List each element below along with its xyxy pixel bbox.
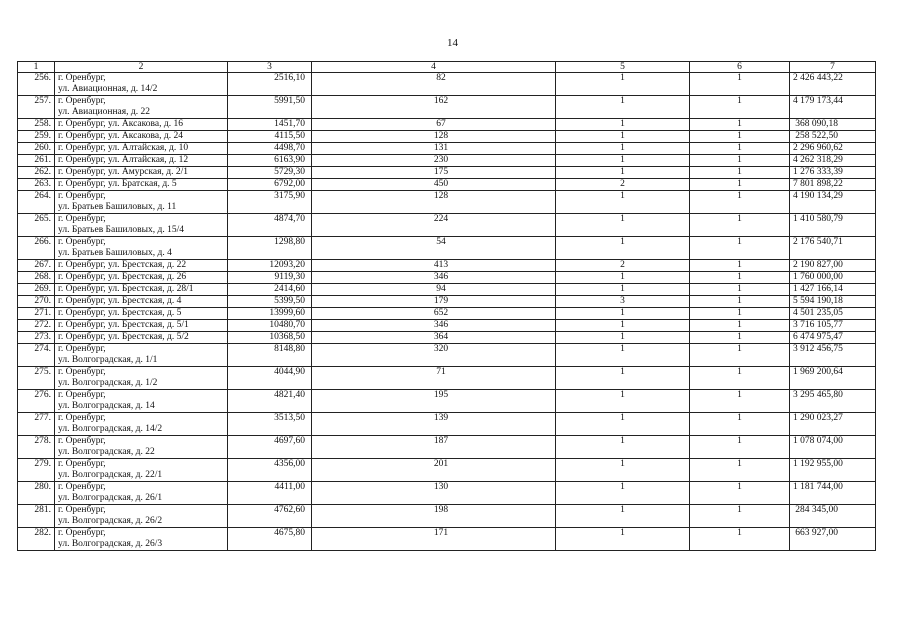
table-row	[18, 296, 876, 308]
row-number: 259.	[18, 131, 55, 143]
address-street: ул. Братьев Башиловых, д. 4	[58, 248, 172, 258]
column-header: 2	[55, 62, 228, 73]
column-header: 1	[18, 62, 55, 73]
address-street: ул. Волгоградская, д. 22	[58, 447, 155, 457]
area-value: 4675,80	[228, 528, 312, 551]
address-cell	[55, 131, 228, 143]
address-street: ул. Волгоградская, д. 22/1	[58, 470, 163, 480]
residents-count: 224	[312, 214, 556, 237]
column-6-value: 1	[690, 344, 790, 367]
address-cell	[55, 482, 228, 505]
column-5-value: 1	[556, 143, 690, 155]
cost-value: 2 296 960,62	[790, 143, 876, 155]
cost-value: 4 190 134,29	[790, 191, 876, 214]
cost-value: 2 426 443,22	[790, 73, 876, 96]
area-value: 5991,50	[228, 96, 312, 119]
column-5-value: 1	[556, 505, 690, 528]
area-value: 10480,70	[228, 320, 312, 332]
row-number: 280.	[18, 482, 55, 505]
column-6-value: 1	[690, 73, 790, 96]
address-city: г. Оренбург,	[58, 413, 106, 423]
cost-value: 284 345,00	[790, 505, 876, 528]
column-header: 7	[790, 62, 876, 73]
cost-value: 3 912 456,75	[790, 344, 876, 367]
address-city: г. Оренбург,	[58, 459, 106, 469]
table-row	[18, 320, 876, 332]
address-city: г. Оренбург,	[58, 237, 106, 247]
column-5-value: 1	[556, 390, 690, 413]
column-5-value: 1	[556, 214, 690, 237]
area-value: 5729,30	[228, 167, 312, 179]
cost-value: 6 474 975,47	[790, 332, 876, 344]
row-number: 281.	[18, 505, 55, 528]
cost-value: 7 801 898,22	[790, 179, 876, 191]
cost-value: 258 522,50	[790, 131, 876, 143]
address-street: ул. Волгоградская, д. 1/2	[58, 378, 158, 388]
column-header: 4	[312, 62, 556, 73]
area-value: 4498,70	[228, 143, 312, 155]
residents-count: 139	[312, 413, 556, 436]
address-city: г. Оренбург, ул. Брестская, д. 5/1	[58, 320, 189, 330]
address-cell	[55, 505, 228, 528]
address-city: г. Оренбург, ул. Алтайская, д. 10	[58, 143, 189, 153]
cost-value: 368 090,18	[790, 119, 876, 131]
address-street: ул. Волгоградская, д. 26/1	[58, 493, 163, 503]
column-5-value: 1	[556, 413, 690, 436]
cost-value: 1 760 000,00	[790, 272, 876, 284]
residents-count: 187	[312, 436, 556, 459]
column-5-value: 1	[556, 284, 690, 296]
address-city: г. Оренбург, ул. Брестская, д. 5/2	[58, 332, 189, 342]
address-street: ул. Волгоградская, д. 14/2	[58, 424, 163, 434]
table-row	[18, 332, 876, 344]
residents-count: 346	[312, 320, 556, 332]
residents-count: 230	[312, 155, 556, 167]
row-number: 270.	[18, 296, 55, 308]
row-number: 265.	[18, 214, 55, 237]
address-city: г. Оренбург, ул. Амурская, д. 2/1	[58, 167, 188, 177]
column-5-value: 1	[556, 344, 690, 367]
address-city: г. Оренбург, ул. Брестская, д. 22	[58, 260, 187, 270]
column-6-value: 1	[690, 272, 790, 284]
column-6-value: 1	[690, 214, 790, 237]
address-street: ул. Братьев Башиловых, д. 15/4	[58, 225, 184, 235]
cost-value: 5 594 190,18	[790, 296, 876, 308]
table-row	[18, 308, 876, 320]
column-5-value: 1	[556, 119, 690, 131]
table-row	[18, 167, 876, 179]
column-5-value: 3	[556, 296, 690, 308]
address-city: г. Оренбург,	[58, 390, 106, 400]
column-5-value: 1	[556, 332, 690, 344]
row-number: 266.	[18, 237, 55, 260]
address-city: г. Оренбург,	[58, 191, 106, 201]
cost-value: 1 078 074,00	[790, 436, 876, 459]
area-value: 8148,80	[228, 344, 312, 367]
address-cell	[55, 237, 228, 260]
residents-count: 652	[312, 308, 556, 320]
cost-value: 3 295 465,80	[790, 390, 876, 413]
table-row	[18, 119, 876, 131]
row-number: 260.	[18, 143, 55, 155]
residents-count: 171	[312, 528, 556, 551]
residents-count: 54	[312, 237, 556, 260]
cost-value: 1 410 580,79	[790, 214, 876, 237]
table-row	[18, 413, 876, 436]
column-6-value: 1	[690, 167, 790, 179]
column-6-value: 1	[690, 367, 790, 390]
address-city: г. Оренбург, ул. Алтайская, д. 12	[58, 155, 189, 165]
column-5-value: 1	[556, 436, 690, 459]
column-header: 3	[228, 62, 312, 73]
row-number: 279.	[18, 459, 55, 482]
table-row	[18, 272, 876, 284]
address-cell	[55, 214, 228, 237]
area-value: 2516,10	[228, 73, 312, 96]
row-number: 282.	[18, 528, 55, 551]
area-value: 4115,50	[228, 131, 312, 143]
address-cell	[55, 390, 228, 413]
address-cell	[55, 296, 228, 308]
residents-count: 82	[312, 73, 556, 96]
residents-count: 320	[312, 344, 556, 367]
area-value: 13999,60	[228, 308, 312, 320]
column-6-value: 1	[690, 320, 790, 332]
column-5-value: 1	[556, 320, 690, 332]
row-number: 278.	[18, 436, 55, 459]
address-city: г. Оренбург, ул. Аксакова, д. 24	[58, 131, 183, 141]
column-5-value: 2	[556, 179, 690, 191]
address-cell	[55, 167, 228, 179]
column-6-value: 1	[690, 284, 790, 296]
column-5-value: 1	[556, 482, 690, 505]
table-row	[18, 237, 876, 260]
table-row	[18, 482, 876, 505]
column-6-value: 1	[690, 296, 790, 308]
table-row	[18, 179, 876, 191]
column-6-value: 1	[690, 119, 790, 131]
residents-count: 413	[312, 260, 556, 272]
column-5-value: 1	[556, 167, 690, 179]
cost-value: 1 427 166,14	[790, 284, 876, 296]
column-6-value: 1	[690, 390, 790, 413]
area-value: 4821,40	[228, 390, 312, 413]
column-5-value: 1	[556, 155, 690, 167]
residents-count: 175	[312, 167, 556, 179]
column-6-value: 1	[690, 260, 790, 272]
cost-value: 1 192 955,00	[790, 459, 876, 482]
table-body	[18, 73, 876, 551]
header-row	[18, 62, 876, 73]
table-row	[18, 528, 876, 551]
cost-value: 4 262 318,29	[790, 155, 876, 167]
cost-value: 2 176 540,71	[790, 237, 876, 260]
column-5-value: 2	[556, 260, 690, 272]
column-5-value: 1	[556, 272, 690, 284]
area-value: 3175,90	[228, 191, 312, 214]
cost-value: 3 716 105,77	[790, 320, 876, 332]
row-number: 273.	[18, 332, 55, 344]
residents-count: 94	[312, 284, 556, 296]
address-city: г. Оренбург,	[58, 214, 106, 224]
area-value: 5399,50	[228, 296, 312, 308]
row-number: 258.	[18, 119, 55, 131]
address-city: г. Оренбург,	[58, 96, 106, 106]
residents-count: 71	[312, 367, 556, 390]
cost-value: 4 179 173,44	[790, 96, 876, 119]
residents-count: 195	[312, 390, 556, 413]
area-value: 2414,60	[228, 284, 312, 296]
address-city: г. Оренбург, ул. Брестская, д. 28/1	[58, 284, 194, 294]
address-cell	[55, 459, 228, 482]
address-street: ул. Братьев Башиловых, д. 11	[58, 202, 177, 212]
row-number: 277.	[18, 413, 55, 436]
column-5-value: 1	[556, 96, 690, 119]
area-value: 4044,90	[228, 367, 312, 390]
area-value: 4411,00	[228, 482, 312, 505]
area-value: 6163,90	[228, 155, 312, 167]
address-street: ул. Авиационная, д. 22	[58, 107, 150, 117]
address-city: г. Оренбург, ул. Брестская, д. 26	[58, 272, 187, 282]
residents-count: 179	[312, 296, 556, 308]
address-cell	[55, 179, 228, 191]
area-value: 12093,20	[228, 260, 312, 272]
column-6-value: 1	[690, 332, 790, 344]
residents-count: 450	[312, 179, 556, 191]
address-city: г. Оренбург,	[58, 344, 106, 354]
row-number: 263.	[18, 179, 55, 191]
residents-count: 131	[312, 143, 556, 155]
address-city: г. Оренбург,	[58, 367, 106, 377]
row-number: 274.	[18, 344, 55, 367]
table-row	[18, 191, 876, 214]
address-city: г. Оренбург,	[58, 505, 106, 515]
column-6-value: 1	[690, 131, 790, 143]
column-5-value: 1	[556, 237, 690, 260]
address-cell	[55, 155, 228, 167]
table-row	[18, 214, 876, 237]
column-5-value: 1	[556, 308, 690, 320]
table-row	[18, 344, 876, 367]
area-value: 4874,70	[228, 214, 312, 237]
column-6-value: 1	[690, 155, 790, 167]
address-cell	[55, 284, 228, 296]
area-value: 6792,00	[228, 179, 312, 191]
address-city: г. Оренбург, ул. Аксакова, д. 16	[58, 119, 183, 129]
row-number: 276.	[18, 390, 55, 413]
column-6-value: 1	[690, 179, 790, 191]
cost-value: 663 927,00	[790, 528, 876, 551]
residents-count: 346	[312, 272, 556, 284]
cost-value: 1 181 744,00	[790, 482, 876, 505]
address-cell	[55, 344, 228, 367]
address-cell	[55, 413, 228, 436]
table-row	[18, 73, 876, 96]
row-number: 267.	[18, 260, 55, 272]
address-cell	[55, 260, 228, 272]
table-row	[18, 459, 876, 482]
address-cell	[55, 272, 228, 284]
column-6-value: 1	[690, 528, 790, 551]
row-number: 275.	[18, 367, 55, 390]
address-cell	[55, 96, 228, 119]
table-row	[18, 436, 876, 459]
column-6-value: 1	[690, 237, 790, 260]
area-value: 1298,80	[228, 237, 312, 260]
column-header: 5	[556, 62, 690, 73]
row-number: 262.	[18, 167, 55, 179]
cost-value: 1 290 023,27	[790, 413, 876, 436]
residents-count: 130	[312, 482, 556, 505]
cost-value: 1 969 200,64	[790, 367, 876, 390]
table-row	[18, 390, 876, 413]
table-row	[18, 143, 876, 155]
column-6-value: 1	[690, 482, 790, 505]
table-row	[18, 131, 876, 143]
column-5-value: 1	[556, 73, 690, 96]
address-city: г. Оренбург,	[58, 436, 106, 446]
residents-count: 162	[312, 96, 556, 119]
area-value: 3513,50	[228, 413, 312, 436]
column-6-value: 1	[690, 191, 790, 214]
residents-count: 128	[312, 191, 556, 214]
table-row	[18, 155, 876, 167]
column-5-value: 1	[556, 459, 690, 482]
column-5-value: 1	[556, 131, 690, 143]
row-number: 268.	[18, 272, 55, 284]
address-street: ул. Волгоградская, д. 14	[58, 401, 155, 411]
page-number: 14	[447, 37, 458, 49]
area-value: 10368,50	[228, 332, 312, 344]
row-number: 269.	[18, 284, 55, 296]
area-value: 1451,70	[228, 119, 312, 131]
area-value: 9119,30	[228, 272, 312, 284]
address-city: г. Оренбург, ул. Братская, д. 5	[58, 179, 177, 189]
address-city: г. Оренбург, ул. Брестская, д. 5	[58, 308, 182, 318]
area-value: 4356,00	[228, 459, 312, 482]
address-street: ул. Волгоградская, д. 26/3	[58, 539, 163, 549]
housing-table	[17, 61, 876, 551]
address-street: ул. Волгоградская, д. 1/1	[58, 355, 158, 365]
table-row	[18, 284, 876, 296]
address-cell	[55, 528, 228, 551]
address-cell	[55, 367, 228, 390]
column-6-value: 1	[690, 413, 790, 436]
row-number: 261.	[18, 155, 55, 167]
table-row	[18, 260, 876, 272]
column-6-value: 1	[690, 143, 790, 155]
table-row	[18, 96, 876, 119]
address-city: г. Оренбург,	[58, 73, 106, 83]
residents-count: 198	[312, 505, 556, 528]
column-5-value: 1	[556, 528, 690, 551]
column-6-value: 1	[690, 308, 790, 320]
area-value: 4697,60	[228, 436, 312, 459]
column-6-value: 1	[690, 505, 790, 528]
address-city: г. Оренбург, ул. Брестская, д. 4	[58, 296, 182, 306]
cost-value: 2 190 827,00	[790, 260, 876, 272]
table-row	[18, 367, 876, 390]
table-row	[18, 505, 876, 528]
address-cell	[55, 332, 228, 344]
cost-value: 1 276 333,39	[790, 167, 876, 179]
row-number: 272.	[18, 320, 55, 332]
address-cell	[55, 436, 228, 459]
column-6-value: 1	[690, 436, 790, 459]
area-value: 4762,60	[228, 505, 312, 528]
column-header: 6	[690, 62, 790, 73]
column-5-value: 1	[556, 191, 690, 214]
address-cell	[55, 320, 228, 332]
row-number: 271.	[18, 308, 55, 320]
cost-value: 4 501 235,05	[790, 308, 876, 320]
address-street: ул. Волгоградская, д. 26/2	[58, 516, 163, 526]
residents-count: 201	[312, 459, 556, 482]
residents-count: 364	[312, 332, 556, 344]
row-number: 264.	[18, 191, 55, 214]
row-number: 256.	[18, 73, 55, 96]
address-cell	[55, 308, 228, 320]
address-cell	[55, 191, 228, 214]
address-city: г. Оренбург,	[58, 482, 106, 492]
address-cell	[55, 119, 228, 131]
row-number: 257.	[18, 96, 55, 119]
address-cell	[55, 143, 228, 155]
residents-count: 67	[312, 119, 556, 131]
column-5-value: 1	[556, 367, 690, 390]
address-street: ул. Авиационная, д. 14/2	[58, 84, 158, 94]
residents-count: 128	[312, 131, 556, 143]
column-6-value: 1	[690, 96, 790, 119]
address-city: г. Оренбург,	[58, 528, 106, 538]
address-cell	[55, 73, 228, 96]
column-6-value: 1	[690, 459, 790, 482]
